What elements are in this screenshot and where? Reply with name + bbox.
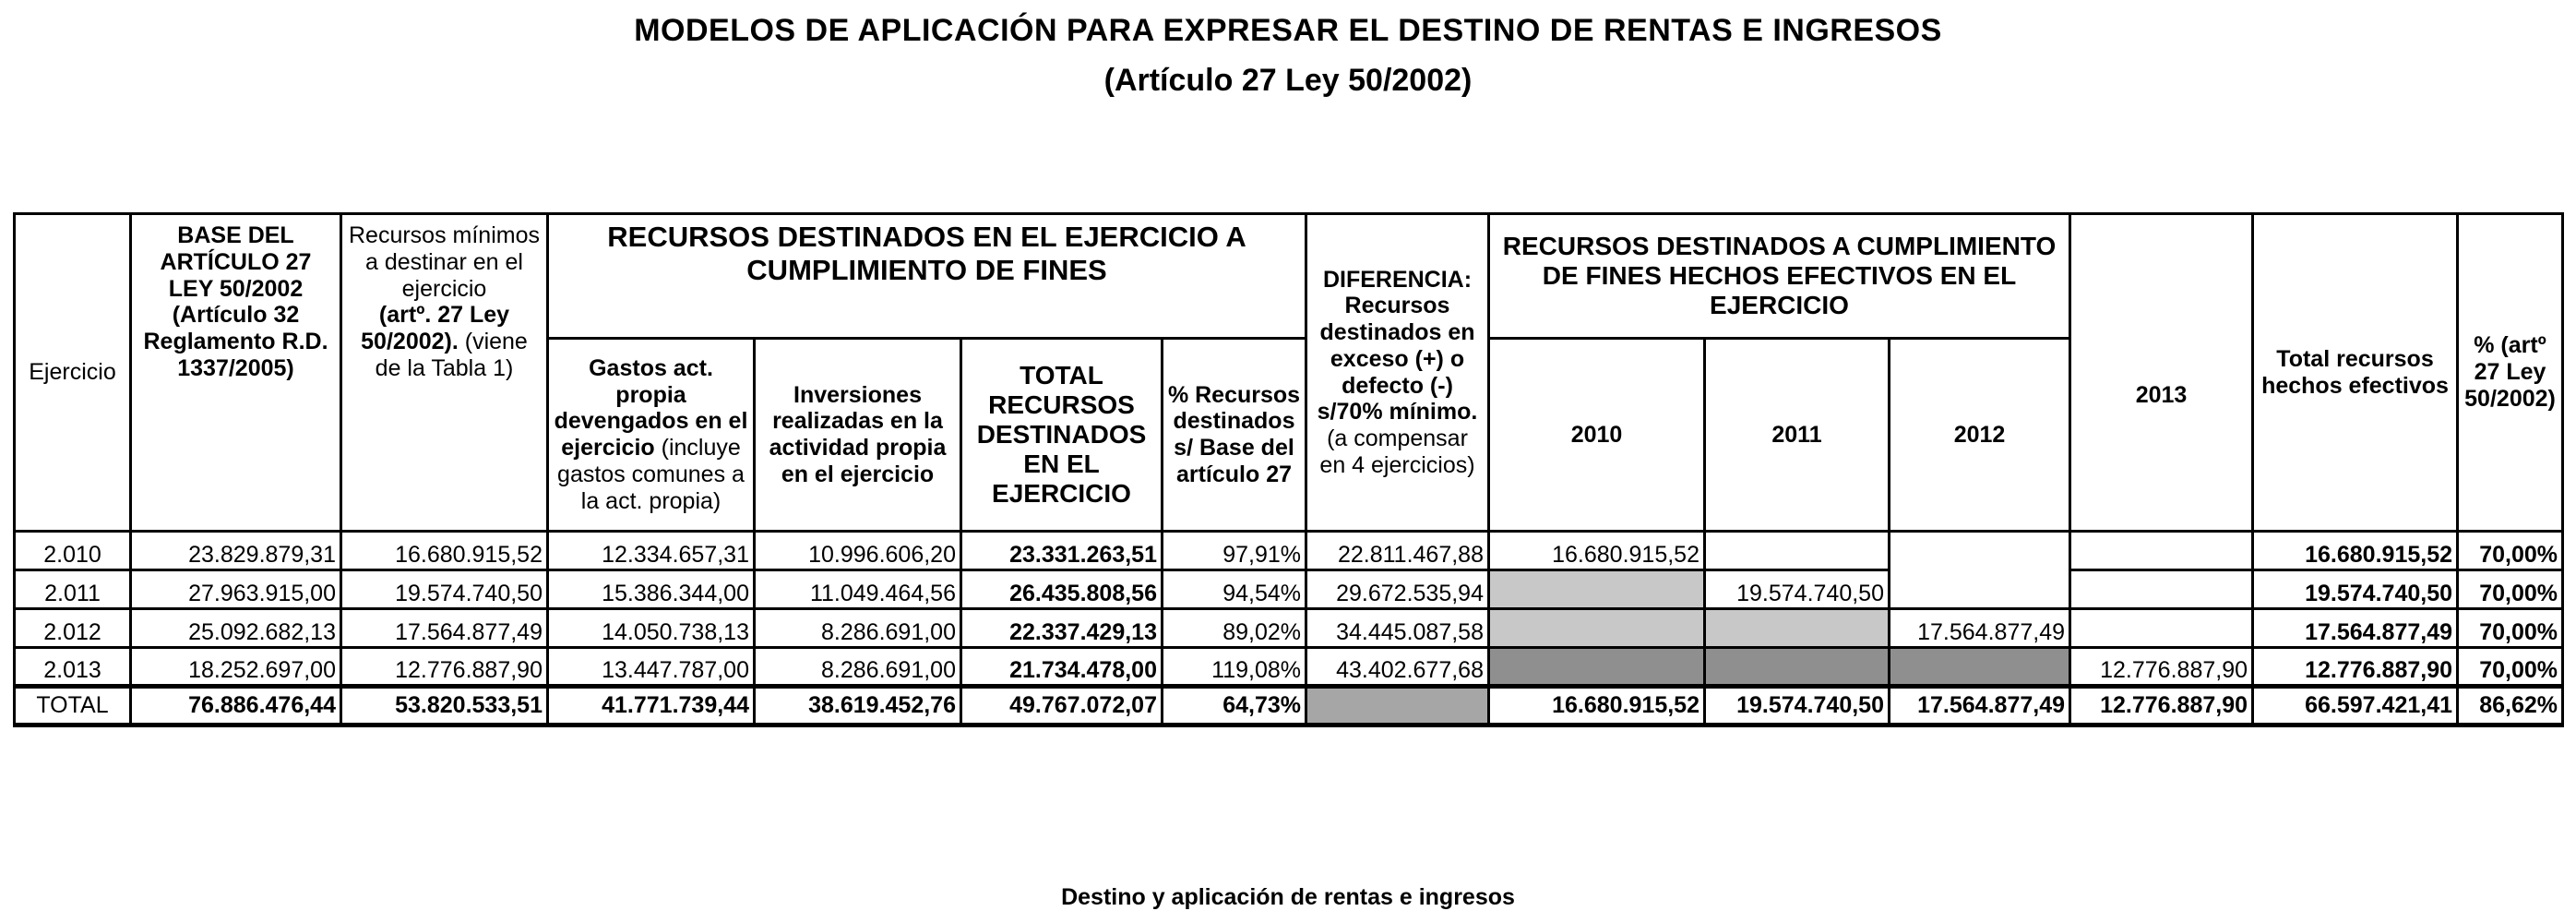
- header-year-2012: 2012: [1890, 339, 2070, 532]
- header-inversiones: Inversiones realizadas en la actividad propia en el ejercicio: [755, 339, 961, 532]
- cell-minimos: 16.680.915,52: [341, 532, 548, 570]
- cell-pct: 89,02%: [1163, 609, 1306, 648]
- cell-2013: 12.776.887,90: [2070, 687, 2253, 725]
- header-recursos-minimos-a: Recursos mínimos a destinar en el ejercicio: [349, 222, 540, 302]
- cell-2013: 12.776.887,90: [2070, 648, 2253, 687]
- cell-total: 49.767.072,07: [961, 687, 1163, 725]
- header-total-recursos: TOTAL RECURSOS DESTINADOS EN EL EJERCICIO: [961, 339, 1163, 532]
- header-recursos-minimos-c: (viene de la Tabla 1): [375, 329, 528, 381]
- cell-minimos: 53.820.533,51: [341, 687, 548, 725]
- cell-pct: 64,73%: [1163, 687, 1306, 725]
- cell-ejercicio: 2.012: [15, 609, 131, 648]
- cell-2013: [2070, 609, 2253, 648]
- cell-gastos: 13.447.787,00: [548, 648, 755, 687]
- header-gastos-b: (incluye gastos comunes a la act. propia): [557, 435, 745, 514]
- cell-inversiones: 8.286.691,00: [755, 609, 961, 648]
- cell-ejercicio: 2.011: [15, 570, 131, 609]
- cell-ejercicio: 2.010: [15, 532, 131, 570]
- table-row: [15, 532, 2563, 570]
- cell-2010: [1489, 648, 1705, 687]
- cell-2011: [1705, 532, 1890, 570]
- cell-pct-art: 70,00%: [2458, 648, 2563, 687]
- cell-2010: [1489, 609, 1705, 648]
- cell-diferencia: 43.402.677,68: [1306, 648, 1489, 687]
- cell-2013: [2070, 570, 2253, 609]
- cell-2010: 16.680.915,52: [1489, 532, 1705, 570]
- destino-rentas-table: [13, 212, 2564, 727]
- header-gastos-a: Gastos act. propia devengados en el ejercicio: [554, 354, 748, 461]
- totals-row: [15, 687, 2563, 725]
- cell-inversiones: 8.286.691,00: [755, 648, 961, 687]
- cell-2012: [1890, 570, 2070, 609]
- cell-2011: [1705, 648, 1890, 687]
- cell-inversiones: 38.619.452,76: [755, 687, 961, 725]
- cell-pct: 97,91%: [1163, 532, 1306, 570]
- cell-base: 27.963.915,00: [131, 570, 341, 609]
- cell-total: 21.734.478,00: [961, 648, 1163, 687]
- header-row-1: [15, 214, 2563, 339]
- cell-total-hechos: 16.680.915,52: [2253, 532, 2458, 570]
- cell-minimos: 17.564.877,49: [341, 609, 548, 648]
- cell-total-hechos: 19.574.740,50: [2253, 570, 2458, 609]
- cell-total: 23.331.263,51: [961, 532, 1163, 570]
- cell-base: 18.252.697,00: [131, 648, 341, 687]
- table-row: [15, 570, 2563, 609]
- cell-2012: [1890, 532, 2070, 570]
- cell-2011: 19.574.740,50: [1705, 570, 1890, 609]
- cell-inversiones: 10.996.606,20: [755, 532, 961, 570]
- header-total-hechos: Total recursos hechos efectivos: [2253, 214, 2458, 532]
- cell-diferencia: [1306, 687, 1489, 725]
- page-subtitle: (Artículo 27 Ley 50/2002): [1103, 63, 1473, 98]
- header-diferencia: [1306, 214, 1489, 532]
- header-year-2013: 2013: [2070, 214, 2253, 532]
- header-ejercicio: Ejercicio: [15, 214, 131, 532]
- header-year-2010: 2010: [1489, 339, 1705, 532]
- cell-pct-art: 70,00%: [2458, 570, 2563, 609]
- cell-pct: 119,08%: [1163, 648, 1306, 687]
- caption: Destino y aplicación de rentas e ingresos: [1061, 884, 1515, 910]
- cell-total: 22.337.429,13: [961, 609, 1163, 648]
- cell-pct-art: 70,00%: [2458, 609, 2563, 648]
- cell-gastos: 41.771.739,44: [548, 687, 755, 725]
- cell-minimos: 12.776.887,90: [341, 648, 548, 687]
- header-base: BASE DEL ARTÍCULO 27 LEY 50/2002 (Artículo 32 Reglamento R.D. 1337/2005): [131, 214, 341, 532]
- table-row: [15, 609, 2563, 648]
- cell-total-hechos: 12.776.887,90: [2253, 648, 2458, 687]
- header-recursos-minimos-b: (artº. 27 Ley 50/2002).: [361, 302, 510, 354]
- cell-pct-art: 86,62%: [2458, 687, 2563, 725]
- cell-gastos: 15.386.344,00: [548, 570, 755, 609]
- cell-total-hechos: 66.597.421,41: [2253, 687, 2458, 725]
- cell-2011: 19.574.740,50: [1705, 687, 1890, 725]
- table-row: [15, 648, 2563, 687]
- cell-pct-art: 70,00%: [2458, 532, 2563, 570]
- cell-gastos: 14.050.738,13: [548, 609, 755, 648]
- header-recursos-destinados: RECURSOS DESTINADOS EN EL EJERCICIO A CUMPLIMIENTO DE FINES: [548, 214, 1306, 339]
- cell-ejercicio: 2.013: [15, 648, 131, 687]
- cell-2011: [1705, 609, 1890, 648]
- cell-base: 23.829.879,31: [131, 532, 341, 570]
- cell-diferencia: 22.811.467,88: [1306, 532, 1489, 570]
- cell-2012: 17.564.877,49: [1890, 687, 2070, 725]
- header-hechos-efectivos: RECURSOS DESTINADOS A CUMPLIMIENTO DE FINES HECHOS EFECTIVOS EN EL EJERCICIO: [1489, 214, 2070, 339]
- header-diferencia-a: DIFERENCIA: Recursos destinados en exceso (+) o defecto (-) s/70% mínimo.: [1317, 266, 1478, 426]
- cell-2013: [2070, 532, 2253, 570]
- cell-base: 25.092.682,13: [131, 609, 341, 648]
- cell-gastos: 12.334.657,31: [548, 532, 755, 570]
- header-year-2011: 2011: [1705, 339, 1890, 532]
- cell-2010: [1489, 570, 1705, 609]
- cell-total-hechos: 17.564.877,49: [2253, 609, 2458, 648]
- cell-2010: 16.680.915,52: [1489, 687, 1705, 725]
- header-pct-art: % (artº 27 Ley 50/2002): [2458, 214, 2563, 532]
- header-pct-recursos: % Recursos destinados s/ Base del artículo 27: [1163, 339, 1306, 532]
- cell-diferencia: 34.445.087,58: [1306, 609, 1489, 648]
- header-recursos-minimos: [341, 214, 548, 532]
- cell-total: 26.435.808,56: [961, 570, 1163, 609]
- header-diferencia-b: (a compensar en 4 ejercicios): [1319, 426, 1475, 478]
- page-title: MODELOS DE APLICACIÓN PARA EXPRESAR EL DESTINO DE RENTAS E INGRESOS: [634, 13, 1942, 48]
- cell-ejercicio: TOTAL: [15, 687, 131, 725]
- cell-pct: 94,54%: [1163, 570, 1306, 609]
- cell-inversiones: 11.049.464,56: [755, 570, 961, 609]
- cell-diferencia: 29.672.535,94: [1306, 570, 1489, 609]
- cell-2012: 17.564.877,49: [1890, 609, 2070, 648]
- header-gastos: [548, 339, 755, 532]
- cell-minimos: 19.574.740,50: [341, 570, 548, 609]
- cell-base: 76.886.476,44: [131, 687, 341, 725]
- cell-2012: [1890, 648, 2070, 687]
